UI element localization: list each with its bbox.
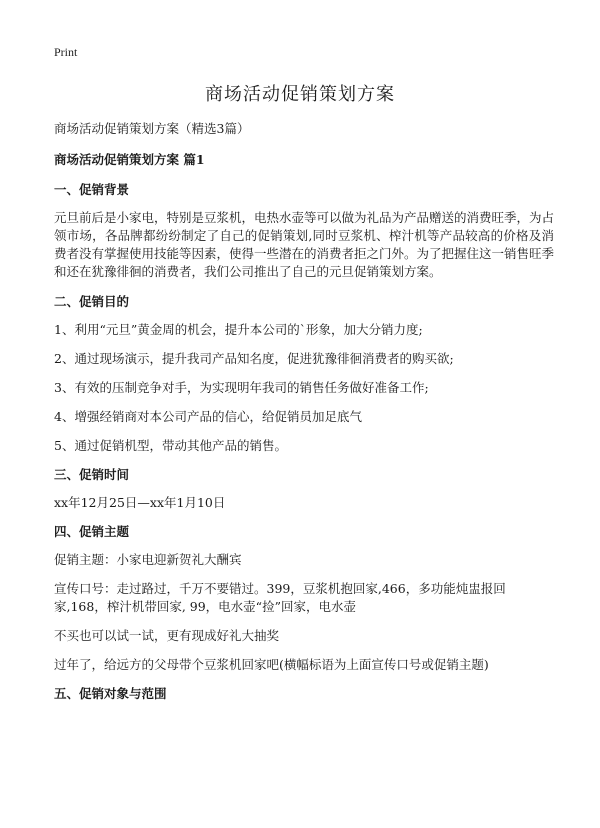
section-heading-purpose: 二、促销目的 [54,294,130,309]
article-heading: 商场活动促销策划方案 篇1 [54,152,205,167]
promotion-theme: 促销主题：小家电迎新贺礼大酬宾 [54,552,242,567]
document-body [54,120,554,713]
promotion-slogan: 宣传口号：走过路过，千万不要错过。399，豆浆机抱回家,466，多功能炖盅报回家,168，榨汁机带回家, 99，电水壶“捡”回家，电水壶 [54,581,506,614]
print-link[interactable]: Print [54,45,78,59]
document-subtitle: 商场活动促销策划方案（精选3篇） [54,121,250,136]
purpose-item: 3、有效的压制竞争对手，为实现明年我司的销售任务做好准备工作; [54,380,429,395]
page-title: 商场活动促销策划方案 [205,84,395,105]
section-heading-theme: 四、促销主题 [54,524,130,539]
purpose-item: 5、通过促销机型，带动其他产品的销售。 [54,438,287,453]
section-heading-target: 五、促销对象与范围 [54,686,167,701]
purpose-item: 1、利用“元旦”黄金周的机会，提升本公司的`形象，加大分销力度; [54,322,423,337]
promotion-period: xx年12月25日—xx年1月10日 [54,495,226,510]
purpose-item: 2、通过现场演示，提升我司产品知名度，促进犹豫徘徊消费者的购买欲; [54,351,454,366]
promotion-line: 不买也可以试一试，更有现成好礼大抽奖 [54,628,280,643]
section-heading-background: 一、促销背景 [54,182,130,197]
promotion-banner-line: 过年了，给远方的父母带个豆浆机回家吧(横幅标语为上面宣传口号或促销主题) [54,657,489,672]
background-paragraph: 元旦前后是小家电，特别是豆浆机，电热水壶等可以做为礼品为产品赠送的消费旺季，为占领市场，各品牌都纷纷制定了自己的促销策划,同时豆浆机、榨汁机等产品较高的价格及消费者没有掌握使用技能等因素，使得一些潜在的消费者拒之门外。为了把握住这一销售旺季和还在犹豫徘徊的消费者，我们公司推出了自己的元旦促销策划方案。 [54,210,555,279]
section-heading-time: 三、促销时间 [54,467,130,482]
purpose-item: 4、增强经销商对本公司产品的信心，给促销员加足底气 [54,409,362,424]
